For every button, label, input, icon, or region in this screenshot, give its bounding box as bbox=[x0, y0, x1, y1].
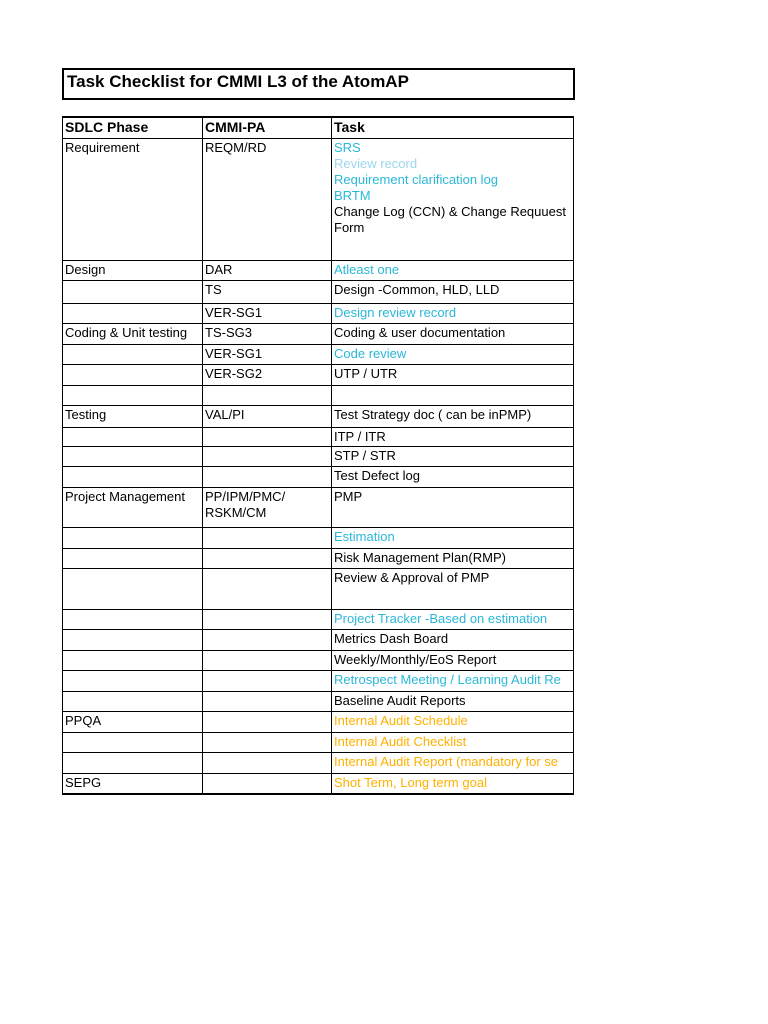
table-row bbox=[63, 139, 574, 261]
task-item: UTP / UTR bbox=[334, 366, 398, 381]
task-item: Review & Approval of PMP bbox=[334, 570, 490, 585]
table-row bbox=[63, 281, 574, 304]
task-cell bbox=[332, 261, 574, 281]
sdlc-phase-cell: PPQA bbox=[63, 712, 203, 733]
table-row bbox=[63, 528, 574, 549]
cmmi-pa-cell: VER-SG1 bbox=[203, 304, 332, 324]
task-cell bbox=[332, 569, 574, 610]
sdlc-phase-cell: SEPG bbox=[63, 774, 203, 794]
cmmi-pa-cell bbox=[203, 528, 332, 549]
table-row bbox=[63, 630, 574, 651]
task-cell bbox=[332, 733, 574, 753]
cmmi-pa-cell bbox=[203, 549, 332, 569]
task-item: Code review bbox=[334, 346, 407, 361]
task-cell bbox=[332, 712, 574, 733]
sdlc-phase-cell bbox=[63, 549, 203, 569]
table-row bbox=[63, 447, 574, 467]
cmmi-pa-cell bbox=[203, 774, 332, 794]
task-item: Design -Common, HLD, LLD bbox=[334, 282, 500, 297]
checklist-table bbox=[62, 116, 574, 795]
task-item: Review record bbox=[334, 156, 418, 171]
cmmi-pa-cell bbox=[203, 386, 332, 406]
task-cell bbox=[332, 365, 574, 386]
cmmi-pa-cell: DAR bbox=[203, 261, 332, 281]
table-row bbox=[63, 610, 574, 630]
sdlc-phase-cell bbox=[63, 345, 203, 365]
task-cell bbox=[332, 549, 574, 569]
task-item: Internal Audit Schedule bbox=[334, 713, 468, 728]
table-row bbox=[63, 569, 574, 610]
sdlc-phase-cell bbox=[63, 753, 203, 774]
task-cell bbox=[332, 488, 574, 528]
cmmi-pa-cell bbox=[203, 692, 332, 712]
title-box bbox=[62, 68, 575, 100]
sdlc-phase-cell: Requirement bbox=[63, 139, 203, 261]
task-item: Baseline Audit Reports bbox=[334, 693, 466, 708]
task-cell bbox=[332, 651, 574, 671]
task-cell bbox=[332, 447, 574, 467]
task-item: BRTM bbox=[334, 188, 371, 203]
cmmi-pa-cell bbox=[203, 671, 332, 692]
table-row bbox=[63, 651, 574, 671]
sdlc-phase-cell: Testing bbox=[63, 406, 203, 428]
sdlc-phase-cell bbox=[63, 467, 203, 488]
sdlc-phase-cell bbox=[63, 365, 203, 386]
cmmi-pa-cell bbox=[203, 630, 332, 651]
task-cell bbox=[332, 467, 574, 488]
table-row bbox=[63, 753, 574, 774]
cmmi-pa-cell: PP/IPM/PMC/ RSKM/CM bbox=[203, 488, 332, 528]
header-row bbox=[63, 117, 574, 139]
table-row bbox=[63, 692, 574, 712]
table-row bbox=[63, 712, 574, 733]
task-item: Test Strategy doc ( can be inPMP) bbox=[334, 407, 532, 422]
cmmi-pa-cell bbox=[203, 712, 332, 733]
task-cell bbox=[332, 304, 574, 324]
cmmi-pa-cell: TS bbox=[203, 281, 332, 304]
cmmi-pa-cell bbox=[203, 651, 332, 671]
task-item: ITP / ITR bbox=[334, 429, 386, 444]
task-cell bbox=[332, 610, 574, 630]
task-cell bbox=[332, 324, 574, 345]
table-row bbox=[63, 261, 574, 281]
task-cell bbox=[332, 139, 574, 261]
task-item: Risk Management Plan(RMP) bbox=[334, 550, 506, 565]
task-cell bbox=[332, 345, 574, 365]
table-row bbox=[63, 345, 574, 365]
task-item: Atleast one bbox=[334, 262, 400, 277]
task-cell bbox=[332, 753, 574, 774]
task-item: Estimation bbox=[334, 529, 395, 544]
sdlc-phase-cell bbox=[63, 630, 203, 651]
task-cell bbox=[332, 692, 574, 712]
cmmi-pa-cell bbox=[203, 753, 332, 774]
table-row bbox=[63, 549, 574, 569]
task-item: Retrospect Meeting / Learning Audit Re bbox=[334, 672, 561, 687]
cmmi-pa-cell: VER-SG2 bbox=[203, 365, 332, 386]
cmmi-pa-cell: REQM/RD bbox=[203, 139, 332, 261]
header-task: Task bbox=[332, 117, 574, 139]
task-item: Internal Audit Report (mandatory for se bbox=[334, 754, 559, 769]
cmmi-pa-cell: VAL/PI bbox=[203, 406, 332, 428]
sdlc-phase-cell bbox=[63, 281, 203, 304]
sdlc-phase-cell bbox=[63, 569, 203, 610]
task-item: Metrics Dash Board bbox=[334, 631, 449, 646]
task-item: Requirement clarification log bbox=[334, 172, 499, 187]
cmmi-pa-cell bbox=[203, 428, 332, 447]
sdlc-phase-cell bbox=[63, 386, 203, 406]
cmmi-pa-cell bbox=[203, 733, 332, 753]
sdlc-phase-cell bbox=[63, 528, 203, 549]
table-row bbox=[63, 488, 574, 528]
task-cell bbox=[332, 528, 574, 549]
cmmi-pa-cell: TS-SG3 bbox=[203, 324, 332, 345]
cmmi-pa-cell bbox=[203, 610, 332, 630]
table-row bbox=[63, 774, 574, 794]
task-cell bbox=[332, 406, 574, 428]
sdlc-phase-cell: Coding & Unit testing bbox=[63, 324, 203, 345]
task-item: Change Log (CCN) & Change Requuest Form bbox=[334, 204, 566, 235]
task-item: SRS bbox=[334, 140, 361, 155]
task-cell bbox=[332, 428, 574, 447]
table-row bbox=[63, 671, 574, 692]
task-cell bbox=[332, 630, 574, 651]
table-row bbox=[63, 386, 574, 406]
task-item: Coding & user documentation bbox=[334, 325, 506, 340]
header-sdlc-phase: SDLC Phase bbox=[63, 117, 203, 139]
task-item: Design review record bbox=[334, 305, 457, 320]
header-cmmi-pa: CMMI-PA bbox=[203, 117, 332, 139]
cmmi-pa-cell: VER-SG1 bbox=[203, 345, 332, 365]
task-cell bbox=[332, 386, 574, 406]
task-item: Shot Term, Long term goal bbox=[334, 775, 487, 790]
cmmi-pa-cell bbox=[203, 467, 332, 488]
table-row bbox=[63, 733, 574, 753]
sdlc-phase-cell bbox=[63, 304, 203, 324]
table-row bbox=[63, 467, 574, 488]
task-item: STP / STR bbox=[334, 448, 396, 463]
sdlc-phase-cell: Project Management bbox=[63, 488, 203, 528]
table-row bbox=[63, 324, 574, 345]
table-row bbox=[63, 304, 574, 324]
cmmi-pa-cell bbox=[203, 447, 332, 467]
sdlc-phase-cell bbox=[63, 428, 203, 447]
task-cell bbox=[332, 671, 574, 692]
task-item: Test Defect log bbox=[334, 468, 420, 483]
table-row bbox=[63, 406, 574, 428]
sdlc-phase-cell bbox=[63, 447, 203, 467]
sdlc-phase-cell bbox=[63, 610, 203, 630]
task-cell bbox=[332, 281, 574, 304]
task-cell bbox=[332, 774, 574, 794]
sdlc-phase-cell bbox=[63, 671, 203, 692]
sdlc-phase-cell bbox=[63, 733, 203, 753]
sdlc-phase-cell bbox=[63, 651, 203, 671]
table-row bbox=[63, 365, 574, 386]
page-title: Task Checklist for CMMI L3 of the AtomAP bbox=[67, 72, 409, 91]
table-row bbox=[63, 428, 574, 447]
task-item: Project Tracker -Based on estimation bbox=[334, 611, 548, 626]
sdlc-phase-cell: Design bbox=[63, 261, 203, 281]
cmmi-pa-cell bbox=[203, 569, 332, 610]
task-item: Weekly/Monthly/EoS Report bbox=[334, 652, 497, 667]
task-item: PMP bbox=[334, 489, 363, 504]
sdlc-phase-cell bbox=[63, 692, 203, 712]
task-item: Internal Audit Checklist bbox=[334, 734, 467, 749]
checklist-body bbox=[63, 139, 574, 794]
